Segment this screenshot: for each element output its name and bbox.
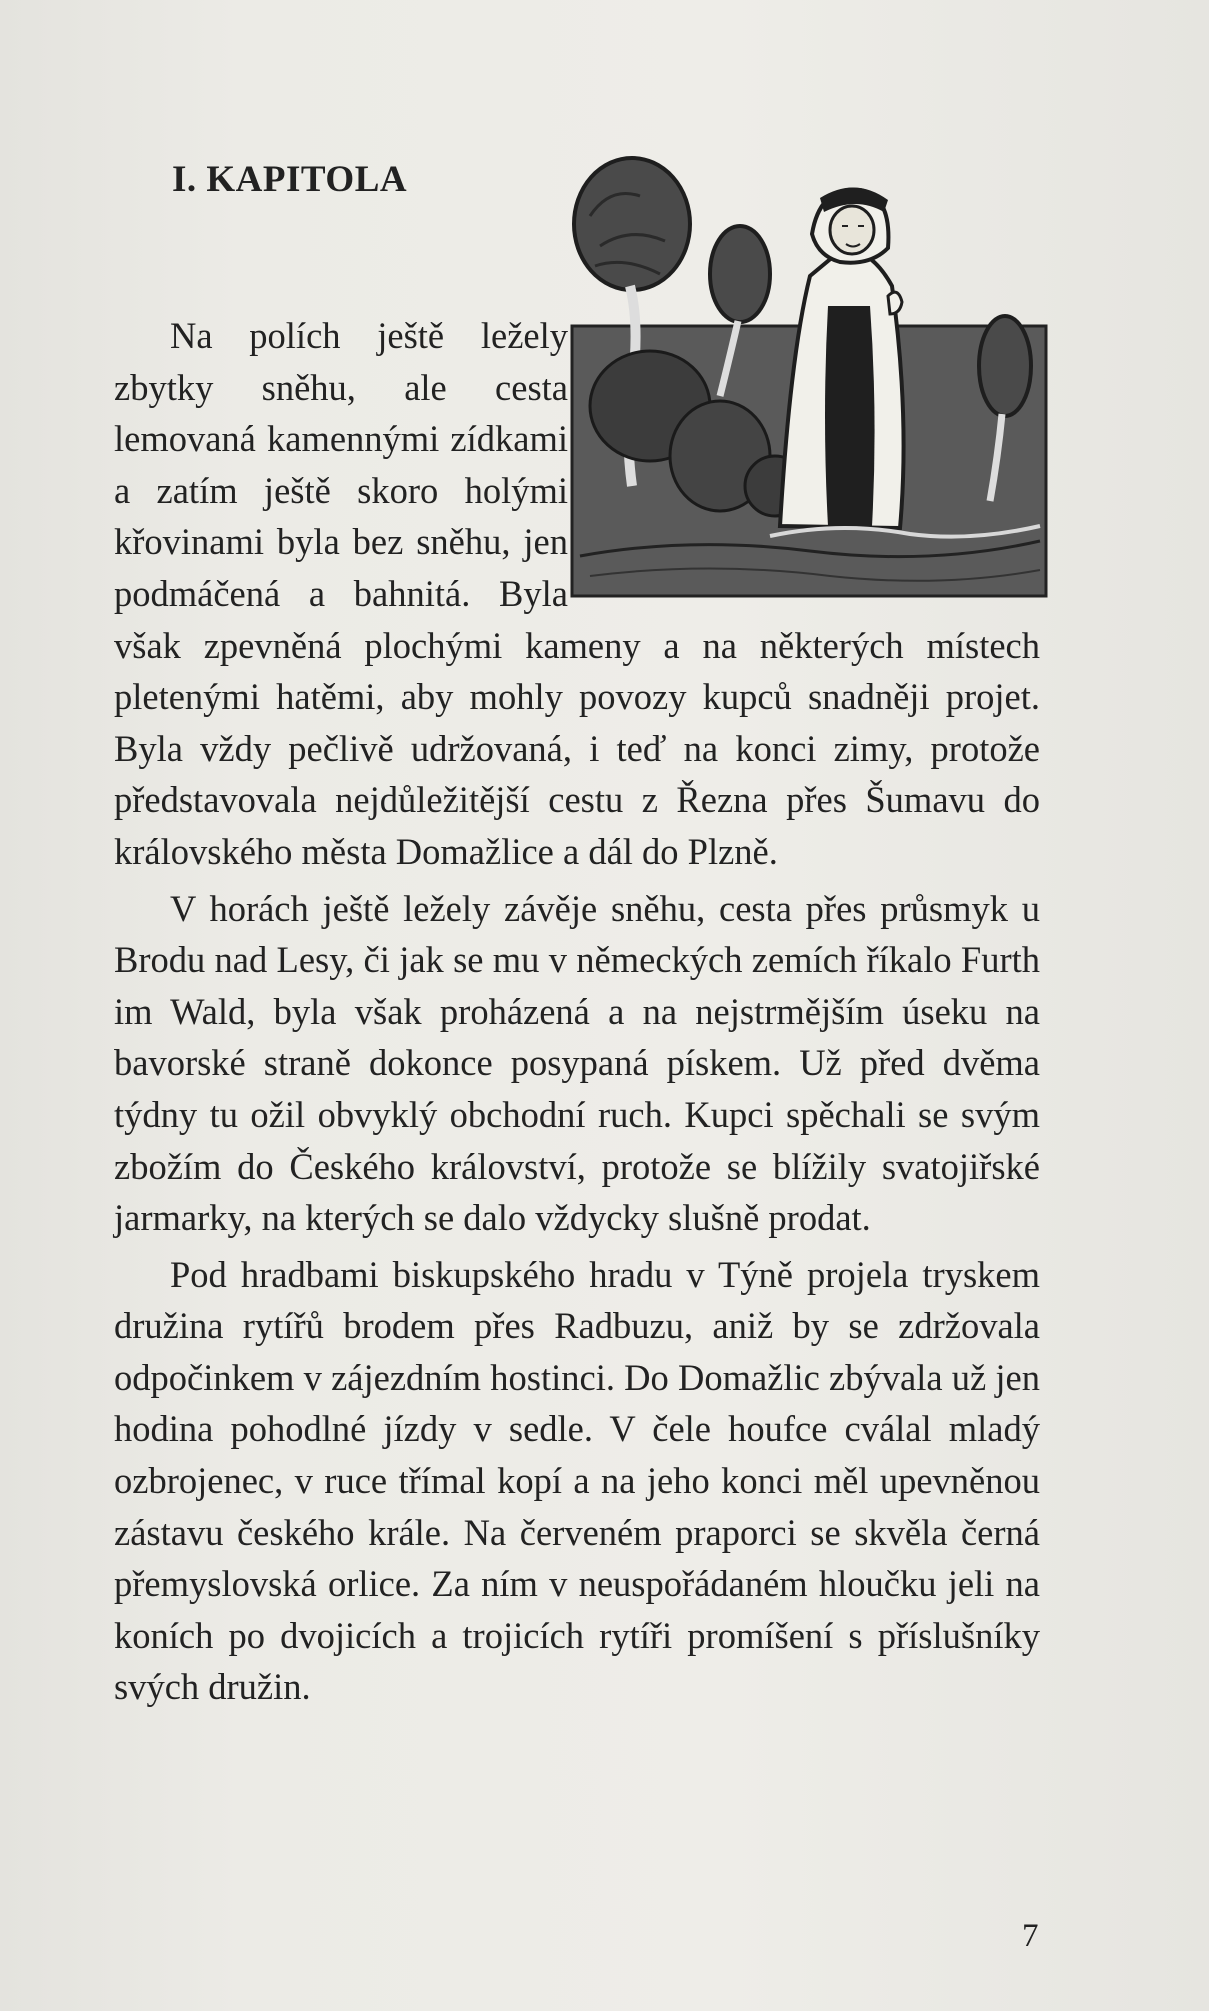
paragraph-1: Na polích ještě ležely zbytky sněhu, ale cesta lemovaná kamennými zídkami a zatím ještě skoro holými křovinami byla bez sněhu, jen podmáčená a bahnitá. Byla však zpevněná plochými kameny a na některých místech pletenými hatěmi, aby mohly povozy kupců snadněji projet. Byla vždy pečlivě udržovaná, i teď na konci zimy, protože představovala nejdůležitější cestu z Řezna přes Šumavu do královského města Domažlice a dál do Plzně.	[114, 315, 1040, 872]
paragraph-2: V horách ještě ležely závěje sněhu, cesta přes průsmyk u Brodu nad Lesy, či jak se mu v německých zemích říkalo Furth im Wald, byla však proházená a na nejstrmějším úseku na bavorské straně dokonce posypaná pískem. Už před dvěma týdny tu ožil obvyklý obchodní ruch. Kupci spěchali se svým zbožím do Českého království, protože se blížily svatojiřské jarmarky, na kterých se dalo vždycky slušně prodat.	[114, 887, 1040, 1239]
body-text	[114, 310, 1040, 1713]
chapter-heading: I. KAPITOLA	[172, 159, 408, 200]
page-number: 7	[1022, 1918, 1039, 1954]
paragraph-3: Pod hradbami biskupského hradu v Týně projela tryskem družina rytířů brodem přes Radbuzu, aniž by se zdržovala odpočinkem v zájezdním hostinci. Do Domažlic zbývala už jen hodina pohodlné jízdy v sedle. V čele houfce cválal mladý ozbrojenec, v ruce třímal kopí a na jeho konci měl upevněnou zástavu českého krále. Na červeném praporci se skvěla černá přemyslovská orlice. Za ním v neuspořádaném hloučku jeli na koních po dvojicích a trojicích rytíři promíšení s příslušníky svých družin.	[114, 1253, 1040, 1708]
